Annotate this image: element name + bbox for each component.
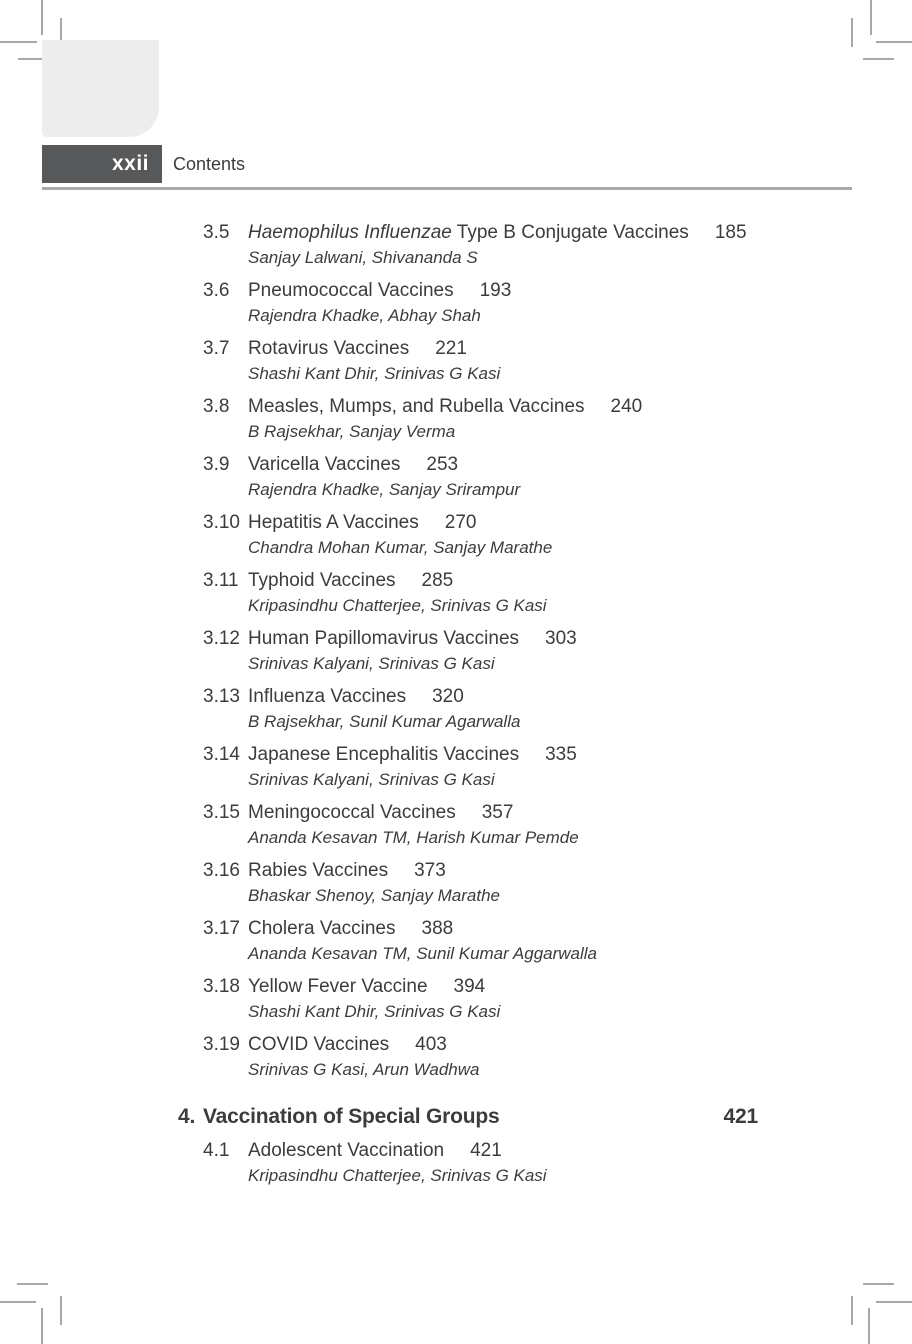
toc-entry [203,220,803,269]
running-header [42,145,245,183]
entry-title-line [248,800,803,826]
entry-title-line [248,742,803,768]
entry-authors: Bhaskar Shenoy, Sanjay Marathe [248,886,500,905]
entry-title-italic: Haemophilus Influenzae [248,222,452,243]
entry-title: Japanese Encephalitis Vaccines [248,744,520,765]
entry-authors: Ananda Kesavan TM, Harish Kumar Pemde [248,828,579,847]
crop-mark [870,0,872,35]
entry-number: 4.1 [203,1140,230,1161]
entry-body [248,278,803,327]
entry-page-number: 185 [714,222,747,243]
entry-body [248,626,803,675]
entry-title: Measles, Mumps, and Rubella Vaccines [248,396,585,417]
crop-mark [868,1308,870,1344]
entry-title: Influenza Vaccines [248,686,407,707]
entry-authors: Srinivas Kalyani, Srinivas G Kasi [248,770,495,789]
folio-bar [42,145,162,183]
entry-title: Hepatitis A Vaccines [248,512,419,533]
section-heading [178,1103,758,1131]
entry-body [248,800,803,849]
entry-title-line [248,336,803,362]
entry-page-number: 285 [421,570,454,591]
entry-body [248,1032,803,1081]
entry-page-number: 357 [481,802,514,823]
entry-title: Cholera Vaccines [248,918,396,939]
entry-number: 3.17 [203,918,240,939]
entry-page-number: 373 [414,860,446,881]
corner-tab-decoration [42,40,159,137]
chapter-4-entries [203,1138,803,1187]
entry-authors: Rajendra Khadke, Abhay Shah [248,306,481,325]
toc-entry [203,684,803,733]
toc-entry [203,568,803,617]
entry-authors: Kripasindhu Chatterjee, Srinivas G Kasi [248,1166,547,1185]
toc-entry [203,742,803,791]
entry-body [248,452,803,501]
entry-authors: Chandra Mohan Kumar, Sanjay Marathe [248,538,553,557]
entry-page-number: 193 [479,280,512,301]
folio-page-number: xxii [111,152,149,175]
entry-authors: Srinivas G Kasi, Arun Wadhwa [248,1060,480,1079]
entry-number: 3.10 [203,512,240,533]
entry-body [248,974,803,1023]
crop-mark [0,41,37,43]
table-of-contents [178,220,803,1196]
entry-number: 3.11 [203,570,239,591]
header-rule [42,187,852,190]
entry-page-number: 221 [435,338,467,359]
entry-number: 3.12 [203,628,240,649]
entry-title-line [248,278,803,304]
toc-entry [203,1138,803,1187]
toc-entry [203,510,803,559]
toc-entry [203,974,803,1023]
entry-page-number: 335 [545,744,577,765]
entry-body [248,568,803,617]
crop-mark [851,1296,853,1325]
toc-entry [203,1032,803,1081]
entry-authors: Shashi Kant Dhir, Srinivas G Kasi [248,1002,501,1021]
toc-entry [203,916,803,965]
section-page-number: 421 [723,1105,758,1128]
entry-body [248,858,803,907]
entry-page-number: 421 [470,1140,502,1161]
entry-title-line [248,916,803,942]
section-title: Vaccination of Special Groups [203,1105,500,1128]
crop-mark [60,1296,62,1325]
entry-title-line [248,510,803,536]
entry-title: Varicella Vaccines [248,454,401,475]
toc-entry [203,394,803,443]
crop-mark [17,1283,48,1285]
entry-number: 3.5 [203,222,230,243]
entry-page-number: 270 [444,512,477,533]
entry-title: Rotavirus Vaccines [248,338,410,359]
entry-body [248,1138,803,1187]
entry-body [248,510,803,559]
entry-page-number: 253 [426,454,459,475]
entry-title-line [248,684,803,710]
entry-body [248,336,803,385]
entry-page-number: 394 [453,976,486,997]
entry-title: Adolescent Vaccination [248,1140,445,1161]
entry-page-number: 320 [432,686,464,707]
entry-page-number: 388 [421,918,454,939]
entry-title-line [248,394,803,420]
entry-page-number: 240 [610,396,643,417]
entry-body [248,220,803,269]
entry-title: Yellow Fever Vaccine [248,976,428,997]
toc-entry [203,452,803,501]
entry-number: 3.9 [203,454,230,475]
toc-entry [203,800,803,849]
entry-title-line [248,858,803,884]
toc-entry [203,278,803,327]
entry-authors: B Rajsekhar, Sunil Kumar Agarwalla [248,712,521,731]
crop-mark [41,1308,43,1344]
entry-authors: Shashi Kant Dhir, Srinivas G Kasi [248,364,501,383]
crop-mark [876,41,912,43]
crop-mark [863,1283,894,1285]
entry-body [248,684,803,733]
entry-title: COVID Vaccines [248,1034,390,1055]
entry-title-line [248,220,803,246]
entry-body [248,742,803,791]
crop-mark [851,18,853,47]
entry-body [248,916,803,965]
entry-title: Rabies Vaccines [248,860,389,881]
entry-title-line [248,974,803,1000]
toc-entry [203,626,803,675]
crop-mark [863,58,894,60]
entry-number: 3.13 [203,686,240,707]
running-header-title: Contents [173,153,246,174]
crop-mark [876,1301,912,1303]
entry-number: 3.8 [203,396,230,417]
crop-mark [0,1301,36,1303]
crop-mark [41,0,43,35]
entry-authors: Srinivas Kalyani, Srinivas G Kasi [248,654,495,673]
entry-body [248,394,803,443]
toc-entry [203,336,803,385]
entry-authors: Ananda Kesavan TM, Sunil Kumar Aggarwalla [248,944,597,963]
entry-title-line [248,1138,803,1164]
entry-title: Typhoid Vaccines [248,570,396,591]
entry-authors: Kripasindhu Chatterjee, Srinivas G Kasi [248,596,547,615]
entry-number: 3.7 [203,338,230,359]
toc-entry [203,858,803,907]
entry-title-line [248,626,803,652]
entry-number: 3.6 [203,280,230,301]
entry-number: 3.16 [203,860,240,881]
entry-title: Pneumococcal Vaccines [248,280,454,301]
entry-title: Meningococcal Vaccines [248,802,456,823]
entry-title-line [248,1032,803,1058]
entry-title: Human Papillomavirus Vaccines [248,628,520,649]
entry-number: 3.15 [203,802,240,823]
entry-number: 3.14 [203,744,240,765]
entry-authors: Rajendra Khadke, Sanjay Srirampur [248,480,521,499]
chapter-3-entries [203,220,803,1081]
entry-authors: Sanjay Lalwani, Shivananda S [248,248,478,267]
entry-page-number: 403 [415,1034,447,1055]
entry-title-line [248,568,803,594]
entry-title-line [248,452,803,478]
entry-authors: B Rajsekhar, Sanjay Verma [248,422,456,441]
entry-number: 3.19 [203,1034,240,1055]
section-number: 4. [178,1105,196,1128]
entry-title: Type B Conjugate Vaccines [451,222,689,243]
entry-page-number: 303 [545,628,577,649]
entry-number: 3.18 [203,976,240,997]
